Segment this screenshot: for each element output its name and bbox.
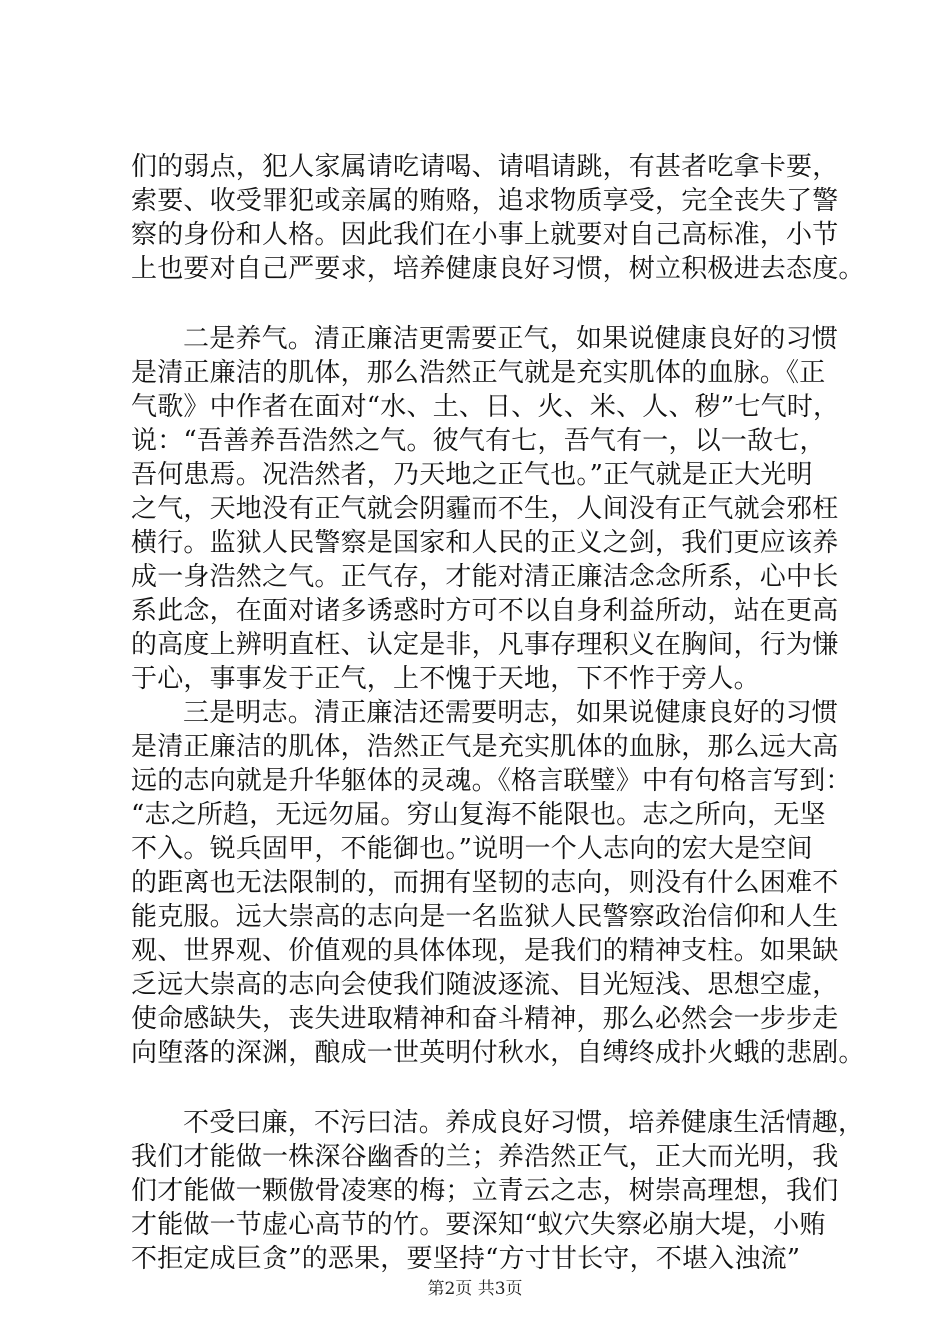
text-line: 不受曰廉，不污曰洁。养成良好习惯，培养健康生活情趣，: [183, 1108, 865, 1138]
text-line: 三是明志。清正廉洁还需要明志，如果说健康良好的习惯: [183, 698, 839, 728]
text-line: 的距离也无法限制的，而拥有坚韧的志向，则没有什么困难不: [131, 868, 839, 898]
text-line: 说：“吾善养吾浩然之气。彼气有七，吾气有一，以一敌七，: [131, 426, 826, 456]
text-line: 向堕落的深渊，酿成一世英明付秋水，自缚终成扑火蛾的悲剧。: [131, 1038, 865, 1068]
text-line: 乏远大崇高的志向会使我们随波逐流、目光短浅、思想空虚，: [131, 970, 839, 1000]
text-line: “志之所趋，无远勿届。穷山复海不能限也。志之所向，无坚: [131, 800, 826, 830]
paragraph-gap: [131, 286, 851, 322]
text-line: 是清正廉洁的肌体，那么浩然正气就是充实肌体的血脉。《正: [131, 358, 826, 388]
text-line: 索要、收受罪犯或亲属的贿赂，追求物质享受，完全丧失了警: [131, 186, 839, 216]
text-line: 于心，事事发于正气，上不愧于天地，下不怍于旁人。: [131, 664, 760, 694]
text-line: 远的志向就是升华躯体的灵魂。《格言联璧》中有句格言写到：: [131, 766, 852, 796]
paragraph-gap: [131, 1070, 851, 1106]
text-line: 二是养气。清正廉洁更需要正气，如果说健康良好的习惯: [183, 324, 839, 354]
text-line: 是清正廉洁的肌体，浩然正气是充实肌体的血脉，那么远大高: [131, 732, 839, 762]
text-line: 不拒定成巨贪”的恶果，要坚持“方寸甘长守，不堪入浊流”: [131, 1244, 801, 1274]
document-body: [131, 150, 865, 1276]
paragraph-1: [131, 150, 865, 286]
text-line: 成一身浩然之气。正气存，才能对清正廉洁念念所系，心中长: [131, 562, 839, 592]
text-line: 的高度上辨明直枉、认定是非，凡事存理积义在胸间，行为慊: [131, 630, 839, 660]
text-line: 系此念，在面对诸多诱惑时方可不以自身利益所动，站在更高: [131, 596, 839, 626]
paragraph-4: [131, 1106, 865, 1276]
text-line: 吾何患焉。况浩然者，乃天地之正气也。”正气就是正大光明: [131, 460, 813, 490]
page-number-footer: 第2页 共3页: [427, 1279, 523, 1299]
text-line: 使命感缺失，丧失进取精神和奋斗精神，那么必然会一步步走: [131, 1004, 839, 1034]
text-line: 观、世界观、价值观的具体体现，是我们的精神支柱。如果缺: [131, 936, 839, 966]
text-line: 上也要对自己严要求，培养健康良好习惯，树立积极进去态度。: [131, 254, 865, 284]
text-line: 们的弱点，犯人家属请吃请喝、请唱请跳，有甚者吃拿卡要，: [131, 152, 839, 182]
text-line: 们才能做一颗傲骨凌寒的梅；立青云之志，树崇高理想，我们: [131, 1176, 839, 1206]
text-line: 我们才能做一株深谷幽香的兰；养浩然正气，正大而光明，我: [131, 1142, 839, 1172]
text-line: 能克服。远大崇高的志向是一名监狱人民警察政治信仰和人生: [131, 902, 839, 932]
text-line: 察的身份和人格。因此我们在小事上就要对自己高标准，小节: [131, 220, 839, 250]
text-line: 横行。监狱人民警察是国家和人民的正义之剑，我们更应该养: [131, 528, 839, 558]
text-line: 之气，天地没有正气就会阴霾而不生，人间没有正气就会邪枉: [131, 494, 839, 524]
paragraph-3: [131, 696, 865, 1070]
text-line: 不入。锐兵固甲，不能御也。”说明一个人志向的宏大是空间: [131, 834, 813, 864]
text-line: 才能做一节虚心高节的竹。要深知“蚁穴失察必崩大堤，小贿: [131, 1210, 826, 1240]
paragraph-2: [131, 322, 851, 696]
text-line: 气歌》中作者在面对“水、土、日、火、米、人、秽”七气时，: [131, 392, 840, 422]
